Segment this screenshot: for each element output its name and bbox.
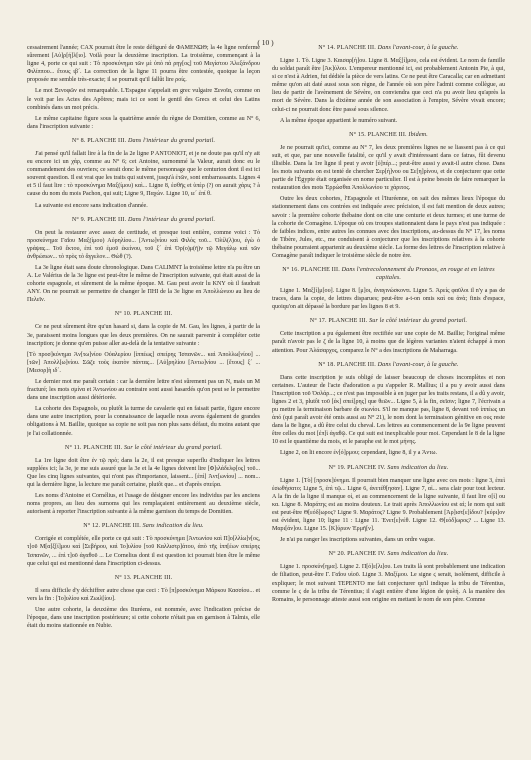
planche-label: PLANCHE III. bbox=[367, 131, 407, 138]
body-paragraph: Outre les deux cohortes, l'Espagnole et l'Ituréenne, on sait des mêmes lieux l'époque du stationnement dans ces contrées est indiquée avec précision, il est fait mention de deux autres; savoir : la première cohorte thébaine dont on cite une centurie et deux turmes; et une turme de la cohorte de Comagène. L'époque où ces troupes stationnaient dans le pays n'est pas indiquée : de faibles indices, entre autres les connues avec des inscriptions, au-dessus du N° 17, les noms de Tibère, Jules, etc., me conduisent à conjecturer que les inscriptions relatives à la cohorte thébaine pourraient appartenir au deuxième siècle. La forme des lettres de l'inscription relative à Comagène paraît indiquer le troisième siècle de notre ère. bbox=[272, 196, 505, 259]
planche-label: PLANCHE III. bbox=[328, 318, 368, 325]
location-note: Ibidem. bbox=[408, 131, 428, 138]
location-note: Sur le côté intérieur du grand portail. bbox=[369, 318, 468, 325]
location-note: Sans indication du lieu. bbox=[387, 464, 449, 471]
body-paragraph: Le mot Ξενοφῶν est remarquable. L'Espagne s'appelait en grec vulgaire Ξενοῖα, comme on le voit par les Actes des Apôtres; mais ici ce sont le gentil des Grecs et celui des Latins combinés dans un mot précis. bbox=[27, 88, 260, 111]
inscription-number: N° 14. bbox=[318, 45, 336, 51]
body-paragraph: Ligne 1. Μαξ[ί]μ[ου]. Ligne 8. [μ]οι, ἀναγινώσκοντι. Ligne 5. Ἀρείς φαῦλοι il n'y a pas de traces, dans la copie, de lettres disparues; peut-être a-t-on omis καὶ ou ἀνὰ; finis d'espace, quoiqu'on ait dépassé la bordure par les lignes 8 et 9. bbox=[272, 288, 505, 311]
location-note: Dans l'entrecolonnement du Pronaos, en rouge et en lettres capitales. bbox=[341, 267, 495, 282]
planche-label: PLANCHE III. bbox=[83, 444, 123, 451]
inscription-number: N° 18. bbox=[318, 361, 336, 368]
body-paragraph: La 1re ligne doit être ἐν τῷ πρὸ; dans la 2e, il est presque superflu d'indiquer les lettres supplées ici; la 3e, je me suis assuré que la 3e et la 4e lignes doivent lire [Φ]ιλάδελφ[ος] τοῦ... Que les cinq lignes suivantes, qui n'ont pas d'importance, laissent... [ἐπὶ] Ἀντ[ωνίου] ... nom... qui la dernière ligne, la lecture me paraît certaine, plutôt que... et d'après σπείρα. bbox=[27, 457, 260, 488]
body-paragraph: Ligne 2, on lit encore ἐν[ό]ρμου; cependant, ligne 8, il y a Ἀντω. bbox=[280, 450, 437, 457]
inscription-number: N° 17. bbox=[309, 318, 327, 325]
location-note: Dans l'intérieur du grand portail. bbox=[127, 137, 216, 144]
inscription-number: N° 8. bbox=[71, 137, 86, 144]
section-heading bbox=[27, 137, 260, 145]
page-number: ( 10 ) bbox=[257, 38, 274, 47]
location-note: Dans l'avant-cour, à la gauche. bbox=[377, 361, 459, 368]
body-paragraph: Les noms d'Antoine et Cornélius, et l'usage de désigner encore les individus par les anciens noms propres, au lieu des surnoms qui les remplaçaient entièrement au deuxième siècle, autorisent à reporter l'inscription suivante à la même garnison du temps de Domitien. bbox=[27, 493, 260, 516]
body-paragraph: La cohorte des Espagnols, ou plutôt la turme de cavalerie qui en faisait partie, figure encore dans une autre inscription, pour la connaissance de laquelle nous avons également de grandes obligations à M. Baillie, quoique sa copie ne soit pas non plus sans défaut, du moins autant que je l'ai collationnée. bbox=[27, 406, 260, 437]
section-heading bbox=[27, 310, 260, 318]
body-paragraph: Ligne 1. προσκύν[ημα]. Ligne 2. Π[ό]ε[λι]ου. Les traits là sont probablement une indication de filiation, peut-être Γ. Γαΐου υἱοῦ. Ligne 3. Μαξίμου. Le signe ϛ serait, isolément, difficile à expliquer; le mot suivant TEPENTO me fait conjecturer qu'il indique la tribu de Térentius, comme le ϛ de la tribu de Térentius; il s'agit entière d'une légion de ψυλή. A la manière des Romains, le personnage atteste aussi son origine en mettant le nom de son père. Comme bbox=[272, 564, 505, 603]
planche-label: PLANCHE III. bbox=[300, 267, 340, 274]
planche-label: PLANCHE III. bbox=[336, 45, 376, 51]
inscription-number: N° 13. bbox=[114, 574, 132, 581]
body-paragraph: [Τὸ προσ]κύνημα Ἀν[τω]νίου Οὐαλερίου [ἱππέως] σπείρης Ἱσπανῶν... καὶ Ἀπολλω[νίου] ... [τῶν] Ἀπολλ[ω]νίου. Σῶζε τοὺς ἑκατὸν πάντας... [Αὐ]ρηλίου [Ἀντω]νίου ... [ἔτους] ξ´ ... [Μεσορ]ὴ ιδ´. bbox=[27, 351, 260, 374]
section-heading bbox=[272, 266, 505, 282]
body-paragraph: cessairement l'année; CAX pourrait être le reste défiguré de ΦΑΜΕΝΩΘ; la 4e ligne renferme sûrement [Αὐ]ρ[ή]λ[ιο]. Voilà pour la deuxième inscription. La troisième, commençant à la ligne 4, porte ce qui suit : Τὸ προσκύνημα τῶν μὲ ὑπὸ πά ρηγ[ος] τοῦ Μεγίστου Ἀλεξάνδρου Φιλίππου... ἔτους ιβ´. La correction de la ligne 11 pourra être contestée, quoique la leçon proposée me semble très-exacte; il se pourrait qu'il fallût lire ροίς. bbox=[27, 45, 260, 84]
body-paragraph: Ligne 1. Τὸ. Ligne 3. Καισαρ[ή]ου. Ligne 8. Μαξ[ί]μου, cela est évident. Le nom de famille du soldat paraît être [Ἀκ]ύλου. L'empereur mentionné ici, est probablement Antonin Pie, à qui, si ce n'est à Adrien, fut dédiée la pièce de vers latins. Ce ne peut être Caracalla; car en admettant même qu'on ait daté aussi sous son règne, de l'année où son père l'admit comme collègue, au lieu de partir de l'avènement de Sévère, on conviendra que ceci n'a pu avoir lieu qu'après la mort de Sévère. Dans la dixième année de son association à l'empire, Sévère vivait encore; celui-ci ne pourrait donc être passé sous silence. bbox=[272, 58, 505, 113]
inscription-number: N° 11. bbox=[64, 444, 82, 451]
body-paragraph: Dans cette inscription je suis obligé de laisser beaucoup de choses incomplètes et non certaines. L'auteur de l'acte d'adoration a pu s'appeler R. Mallius; il a pu y avoir aussi dans l'inscription τοῦ Ὀσλάρ...; ce n'est pas impossible à en juger par les traits restans, il a dû y avoir, lignes 2 et 3, plutôt τοῦ [ἐκ] σπεί[ρης] que θεῶν... Ligne 5, à la fin, σεῖσιν; ligne 7, l'écrivain a pu mettre la terminaison barbare de σιωνίοι. S'il ne manque pas, ligne 8, devant τοῦ ἱππέως un ἀπό (qui paraît avoir été omis aussi au N° 21), le nom dont la terminaison génitive en ους reste dans la 8e ligne, a dû être celui du cheval. Les lettres au commencement de la 9e ligne peuvent être celles du mot [ἐπ]ὶ ἀγαθῷ. Ce qui suit est inexplicable pour moi. Cependant le 8 de la ligne 10 est le quantième du mois, et le paraphe est le mot μήνης. bbox=[272, 374, 505, 446]
two-column-body bbox=[27, 44, 505, 754]
location-note: Sans indication du lieu. bbox=[142, 523, 204, 530]
planche-label: PLANCHE III. bbox=[101, 523, 141, 530]
inscription-number: N° 19. bbox=[328, 464, 346, 471]
inscription-number: N° 16. bbox=[282, 267, 300, 274]
planche-label: PLANCHE III. bbox=[87, 137, 127, 144]
planche-label: PLANCHE IV. bbox=[347, 464, 386, 471]
section-heading bbox=[27, 444, 260, 452]
section-heading bbox=[272, 361, 505, 369]
body-paragraph: Une autre cohorte, la deuxième des Ituréens, est nommée, avec l'indication précise de l'époque, dans une inscription postérieure; si cette cohorte n'était pas en garnison à Talmis, elle était du moins stationnée en Nubie. bbox=[27, 606, 260, 630]
section-heading bbox=[272, 550, 505, 558]
inscription-number: N° 12. bbox=[83, 523, 101, 530]
planche-label: PLANCHE III. bbox=[133, 574, 173, 581]
inscription-number: N° 15. bbox=[349, 131, 366, 138]
location-note: Sans indication du lieu. bbox=[387, 551, 449, 558]
planche-label: PLANCHE IV. bbox=[347, 551, 386, 558]
body-paragraph: Je ne pourrait qu'ici, comme au N° 7, les deux premières lignes ne se liassent pas à ce qui suit, et que, par une nouvelle fatalité, ce qu'il y avait d'intéressant dans ce fatras, fût devenu illisible. Dans la 1re ligne il peut y avoir [ὑ]πέρ...; peut-être aussi y avait-il autre chose. Dans les mots suivants on est tenté de chercher Σερ[ή]νου ou Σε[η]ρίνου, et de conjecturer que cette partie de l'Égypte était organisée en nome particulier. Il est à peine besoin de faire remarquer la restauration des mots Ἐρρώσθαι Ἀπολλωνίου τε χάριτος. bbox=[272, 144, 505, 192]
section-heading bbox=[27, 574, 260, 582]
section-heading bbox=[27, 522, 260, 530]
location-note: Dans l'intérieur du grand portail. bbox=[127, 216, 216, 223]
body-paragraph: Je n'ai pu ranger les inscriptions suivantes, dans un ordre vague. bbox=[280, 537, 435, 544]
body-paragraph: La 3e ligne était sans doute chronologique. Dans CALIMNT la troisième lettre n'a pu être un A. Le Valérius de la 3e ligne est peut-être le même de l'inscription suivante, qui était aussi de la cohorte espagnole, et sûrement de la même époque. M. Gau peut avoir lu KNY où il faudrait ANY. On ne pourrait se permettre de changer le ΠΗΙ de la 3e ligne en Ἀπολλώνιου au lieu de Πελεῖν. bbox=[27, 264, 260, 304]
section-heading bbox=[272, 131, 505, 139]
inscription-number: N° 20. bbox=[328, 551, 346, 558]
location-note: Dans l'avant-cour, à la gauche. bbox=[377, 45, 459, 51]
location-note: Sur le côté intérieur du grand portail. bbox=[123, 444, 223, 451]
body-paragraph: Il sera difficile d'y déchiffrer autre chose que ceci : Τὸ [π]ροσκύνημα Μάρκου Κασσίου... et vers la fin : [Ἰο]υλίου καὶ Ζωιλ[ίου]. bbox=[27, 587, 260, 602]
inscription-number: N° 10. bbox=[114, 311, 132, 318]
body-paragraph: Ligne 1. [Τὸ] [προσκ]ύνημα. Il pourrait bien manquer une ligne avec ces mots : ligne 3, ἐπεὶ ἐσωθήσατο; Ligne 5, ἐπὶ τῷ... Ligne 6, ἀνετέθ[ησαν]. Ligne 7, αἱ... sera clair pour tout lecteur. A la fin de la ligne il manque οἱ, et au commencement de la ligne suivante, il faut lire ο[ἱ] ou κα. Ligne 8. Μαράτης est au moins douteux. Le trait après Ἀπολλωνίου est αἰ; le nom qui suit est peut-être Θ[εόδ]ωρος? Ligne 9. Μαράτος? Ligne 9. Probablement [Ἀρ]ιστ[ε]ίδου? [κύρι]ον est évident, ligne 10; ligne 11 : Ligne 11. Ἐνετ[ε]νέθ. Ligne 12. Θ[εόδ]ωρος? ... Ligne 13. Μαρι[άν]ου. Ligne 15. [Κ]ύριον Ἑρμῆ[ν]. bbox=[272, 477, 505, 533]
inscription-number: N° 9. bbox=[71, 216, 86, 223]
planche-label: PLANCHE III. bbox=[87, 216, 127, 223]
body-paragraph: Corrigée et complétée, elle porte ce qui suit : Τὸ προσκύνημα [Ἀντωνίου καὶ Π]ο[λλίω]ν[ος, τ]οῦ Μ[α]ξ[ί]μου καὶ [Σεβήρου, καὶ Ἰο]υλίου [τοῦ Καλλιστρ]άτου, ἀπὸ τῆς ἱππ[έων σπείρης Ἱσπανῶν, ... ἐπὶ τ]οῦ ἀγαθοῦ ... Le Cornelius dont il est question ici pourrait bien être le même que celui qui est mentionné dans l'inscription ci-dessus. bbox=[27, 536, 260, 567]
body-paragraph: Le même capitaine figure sous la quatrième année du règne de Domitien, comme au N° 6, dans l'inscription suivante : bbox=[27, 115, 260, 130]
body-paragraph: Cette inscription a pu également être rectifiée sur une copie de M. Baillie; l'original même paraît n'avoir pas le ζ de la ligne 10, à moins que de légères variantes n'aient échappé à mon attention. Pour Ἀλάσαρχος, comparez le N° a des inscriptions de Maharraga. bbox=[272, 331, 505, 354]
body-paragraph: Le dernier mot me paraît certain : car la dernière lettre n'est sûrement pas un N, mais un M fracturé; les mots σμίνα et Ἀντωνίου au contraire sont aussi hasardés qu'on peut se le permettre dans une inscription aussi détériorée. bbox=[27, 379, 260, 402]
body-paragraph: A la même époque appartient le numéro suivant. bbox=[280, 117, 398, 124]
body-paragraph: Ce ne peut sûrement être qu'un hasard si, dans la copie de M. Gau, les lignes, à partir de la 3e, paraissent moins longues que les deux premières. On ne saurait parvenir à compléter cette inscription; je donne qu'en puisse aller au-delà de la tentative suivante : bbox=[27, 324, 260, 347]
section-heading bbox=[272, 317, 505, 325]
planche-label: PLANCHE III. bbox=[336, 361, 376, 368]
body-paragraph: La suivante est encore sans indication d'année. bbox=[35, 202, 148, 209]
planche-label: PLANCHE III. bbox=[133, 311, 173, 318]
right-column bbox=[272, 38, 505, 754]
body-paragraph: J'ai pensé qu'il fallait lire à la fin de la 2e ligne P ANTONIOT, et je ne doute pas qu'il n'y ait eu encore ici un χάρ, comme au N° 6; cet Antoine, surnommé la Valeur, aurait donc eu le commandement des ouvriers; ce serait donc le même personnage que le centurion dont il est ici souvent question. Il est vrai que les traits qui suivent, jusqu'à ἐτῶν, sont embarrassants. Lignes 4 et 5 il faut lire : τὸ προσκύνημα Μαξ(ίμου) καὶ... Ligne 8, ἐσθῆς et ὑπὲρ (?) on aurait χάρις ? à cause du nom du mois Pachon, qui suit; Ligne 9, Παχών. Ligne 10, ιε´ ἐπί θ. bbox=[27, 150, 260, 198]
section-heading bbox=[27, 216, 260, 224]
left-column bbox=[27, 44, 260, 750]
section-heading bbox=[272, 464, 505, 472]
body-paragraph: On peut la restaurer avec assez de certitude, et presque tout entière, comme voici : Τὸ προσκύνημα Γαΐου Μαξ(ίμου) Αὐρηλίου... [Ἀντω]νίου καὶ Φιλὸς τοῦ... Ὀλίλ(λ)ου, ἐγὼ ὁ γράψας... Τοῦ ἔκτου, ἐπὶ τοῦ ἐμοῦ ἐκείνου, τοῦ ξ´ ἐπὶ Ὀρ(ο)μ(ῆ)ν τῷ Μεγάλῳ καὶ τῶν ἀνθρώπων... τὸ πρὸς τὸ ἄγγελον... Θώθ (?). bbox=[27, 229, 260, 260]
